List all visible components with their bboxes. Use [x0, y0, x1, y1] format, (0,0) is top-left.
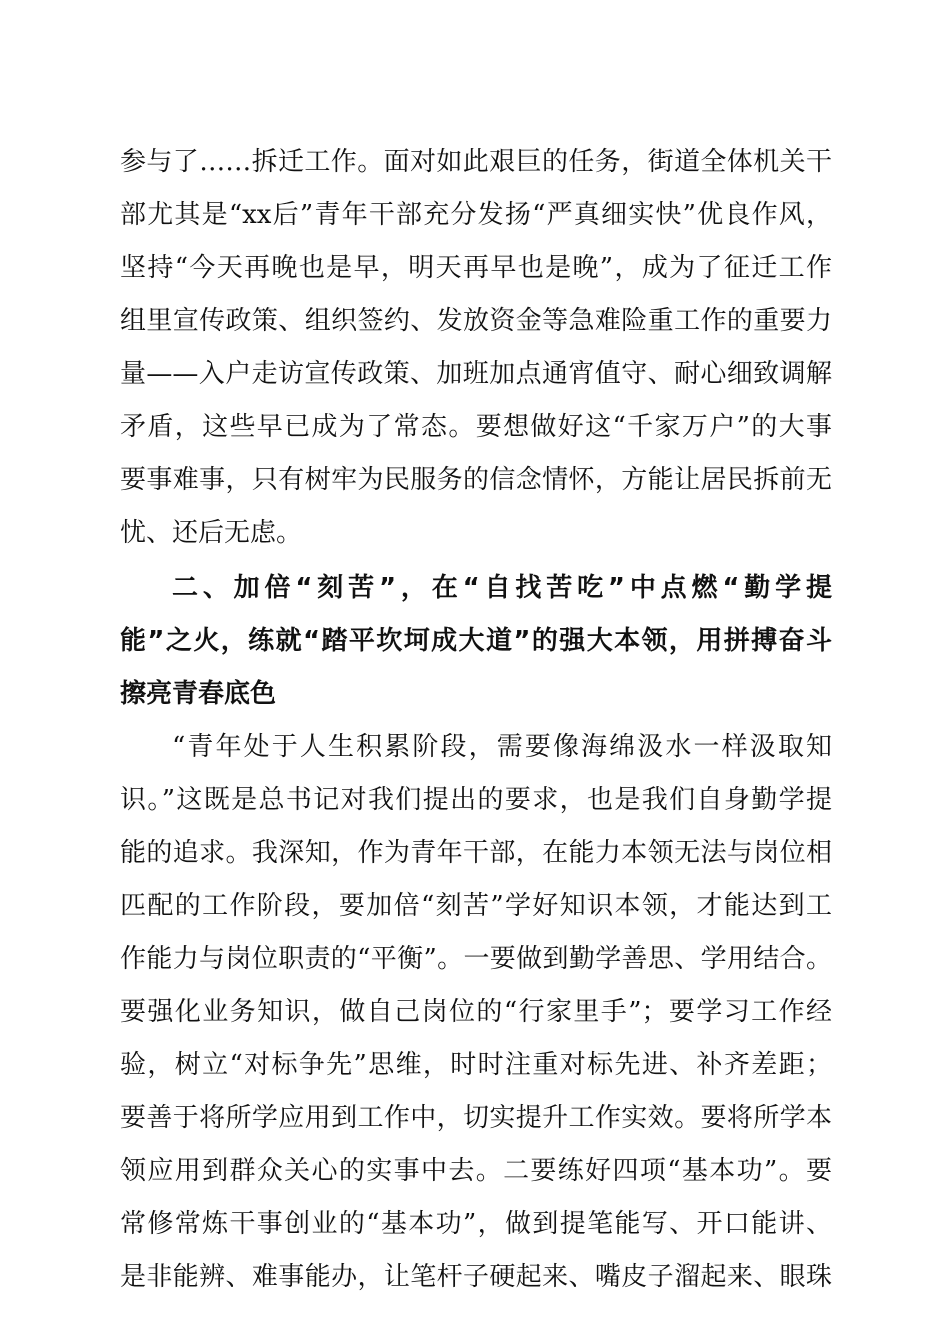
paragraph-1-line-8: 忧、还后无虑。: [120, 518, 303, 548]
paragraph-1-line-2: 部尤其是“xx后”青年干部充分发扬“严真细实快”优良作风，: [120, 200, 832, 230]
section-heading-line-1: 二、加倍“刻苦”，在“自找苦吃”中点燃“勤学提: [172, 573, 832, 603]
paragraph-2-line-4: 匹配的工作阶段，要加倍“刻苦”学好知识本领，才能达到工: [120, 891, 832, 921]
paragraph-1-line-3: 坚持“今天再晚也是早，明天再早也是晚”，成为了征迁工作: [120, 253, 832, 283]
paragraph-1-line-5: 量——入户走访宣传政策、加班加点通宵值守、耐心细致调解: [120, 359, 832, 389]
paragraph-2-line-1: “青年处于人生积累阶段，需要像海绵汲水一样汲取知: [172, 732, 832, 762]
paragraph-1-line-4: 组里宣传政策、组织签约、发放资金等急难险重工作的重要力: [120, 306, 832, 336]
paragraph-2-line-5: 作能力与岗位职责的“平衡”。一要做到勤学善思、学用结合。: [120, 944, 832, 974]
section-heading-line-3: 擦亮青春底色: [120, 679, 277, 709]
paragraph-2-line-7: 验，树立“对标争先”思维，时时注重对标先进、补齐差距；: [120, 1050, 832, 1080]
paragraph-2-line-9: 领应用到群众关心的实事中去。二要练好四项“基本功”。要: [120, 1156, 832, 1186]
paragraph-1-line-6: 矛盾，这些早已成为了常态。要想做好这“千家万户”的大事: [120, 412, 832, 442]
paragraph-2-line-8: 要善于将所学应用到工作中，切实提升工作实效。要将所学本: [120, 1103, 832, 1133]
paragraph-2-line-3: 能的追求。我深知，作为青年干部，在能力本领无法与岗位相: [120, 838, 832, 868]
paragraph-2-line-10: 常修常炼干事创业的“基本功”，做到提笔能写、开口能讲、: [120, 1209, 832, 1239]
section-heading-line-2: 能”之火，练就“踏平坎坷成大道”的强大本领，用拼搏奋斗: [120, 626, 832, 656]
paragraph-1-line-7: 要事难事，只有树牢为民服务的信念情怀，方能让居民拆前无: [120, 465, 832, 495]
paragraph-2-line-11: 是非能辨、难事能办，让笔杆子硬起来、嘴皮子溜起来、眼珠: [120, 1262, 832, 1292]
paragraph-2-line-2: 识。”这既是总书记对我们提出的要求，也是我们自身勤学提: [120, 785, 832, 815]
paragraph-1-line-1: 参与了……拆迁工作。面对如此艰巨的任务，街道全体机关干: [120, 147, 832, 177]
paragraph-2-line-6: 要强化业务知识，做自己岗位的“行家里手”；要学习工作经: [120, 997, 832, 1027]
